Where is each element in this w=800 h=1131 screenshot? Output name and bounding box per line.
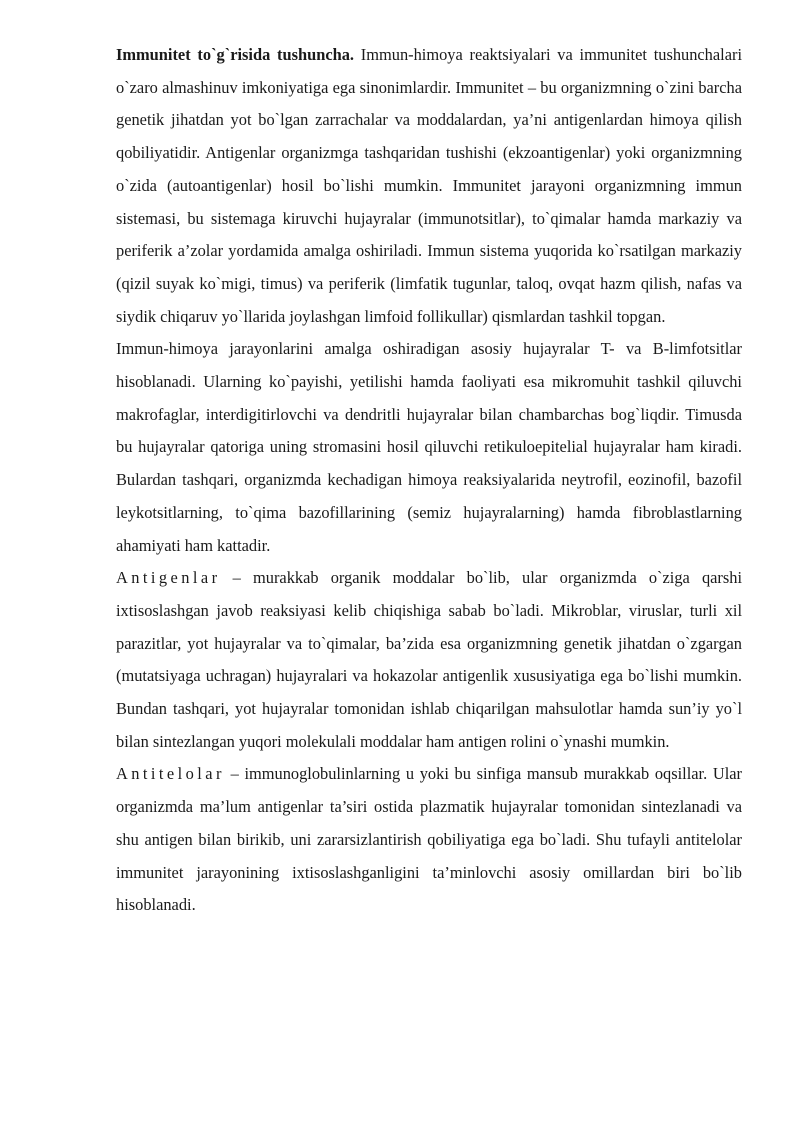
document-page [116, 39, 742, 922]
paragraph-heading: Immunitet to`g`risida tushuncha. [116, 45, 355, 64]
paragraph-text: Immun-himoya jarayonlarini amalga oshiradigan asosiy hujayralar T- va B-limfotsitlar hisoblanadi. Ularning ko`payishi, yetilishi hamda faoliyati esa mikromuhit tashkil qiluvchi makrofaglar, interdigitirlovchi va dendritli hujayralar bilan chambarchas bog`liqdir. Timusda bu hujayralar qatoriga uning stromasini hosil qiluvchi retikuloepitelial hujayralar ham kiradi. Bulardan tashqari, organizmda kechadigan himoya reaksiyalarida neytrofil, eozinofil, bazofil leykotsitlarning, to`qima bazofillarining (semiz hujayralarning) hamda fibroblastlarning ahamiyati ham kattadir. [116, 339, 742, 555]
paragraph-antigens [116, 562, 742, 758]
paragraph-text: – immunoglobulinlarning u yoki bu sinfiga mansub murakkab oqsillar. Ular organizmda ma’lum antigenlar ta’siri ostida plazmatik hujayralar tomonidan sintezlanadi va shu antigen bilan birikib, uni zararsizlantirish qobiliyatiga ega bo`ladi. Shu tufayli antitelolar immunitet jarayonining ixtisoslashganligini ta’minlovchi asosiy omillardan biri bo`lib hisoblanadi. [116, 764, 742, 915]
paragraph-text: – murakkab organik moddalar bo`lib, ular organizmda o`ziga qarshi ixtisoslashgan javob reaksiyasi kelib chiqishiga sabab bo`ladi. Mikroblar, viruslar, turli xil parazitlar, yot hujayralar va to`qimalar, ba’zida esa organizmning genetik jihatdan o`zgargan (mutatsiyaga uchragan) hujayralari va hokazolar antigenlik xususiyatiga ega bo`lishi mumkin. Bundan tashqari, yot hujayralar tomonidan ishlab chiqarilgan mahsulotlar hamda sun’iy yo`l bilan sintezlangan yuqori molekulali moddalar ham antigen rolini o`ynashi mumkin. [116, 568, 742, 751]
paragraph-immune-cells [116, 333, 742, 562]
term-antigens: Antigenlar [116, 568, 221, 588]
paragraph-immunity-concept [116, 39, 742, 333]
term-antibodies: Antitelolar [116, 764, 225, 784]
paragraph-text: Immun-himoya reaktsiyalari va immunitet tushunchalari o`zaro almashinuv imkoniyatiga ega sinonimlardir. Immunitet – bu organizmning o`zini barcha genetik jihatdan yot bo`lgan zarrachalar va moddalardan, ya’ni antigenlardan himoya qilish qobiliyatidir. Antigenlar organizmga tashqaridan tushishi (ekzoantigenlar) yoki organizmning o`zida (autoantigenlar) hosil bo`lishi mumkin. Immunitet jarayoni organizmning immun sistemasi, bu sistemaga kiruvchi hujayralar (immunotsitlar), to`qimalar hamda markaziy va periferik a’zolar yordamida amalga oshiriladi. Immun sistema yuqorida ko`rsatilgan markaziy (qizil suyak ko`migi, timus) va periferik (limfatik tugunlar, taloq, ovqat hazm qilish, nafas va siydik chiqaruv yo`llarida joylashgan limfoid follikullar) qismlardan tashkil topgan. [116, 45, 742, 326]
paragraph-antibodies [116, 758, 742, 922]
